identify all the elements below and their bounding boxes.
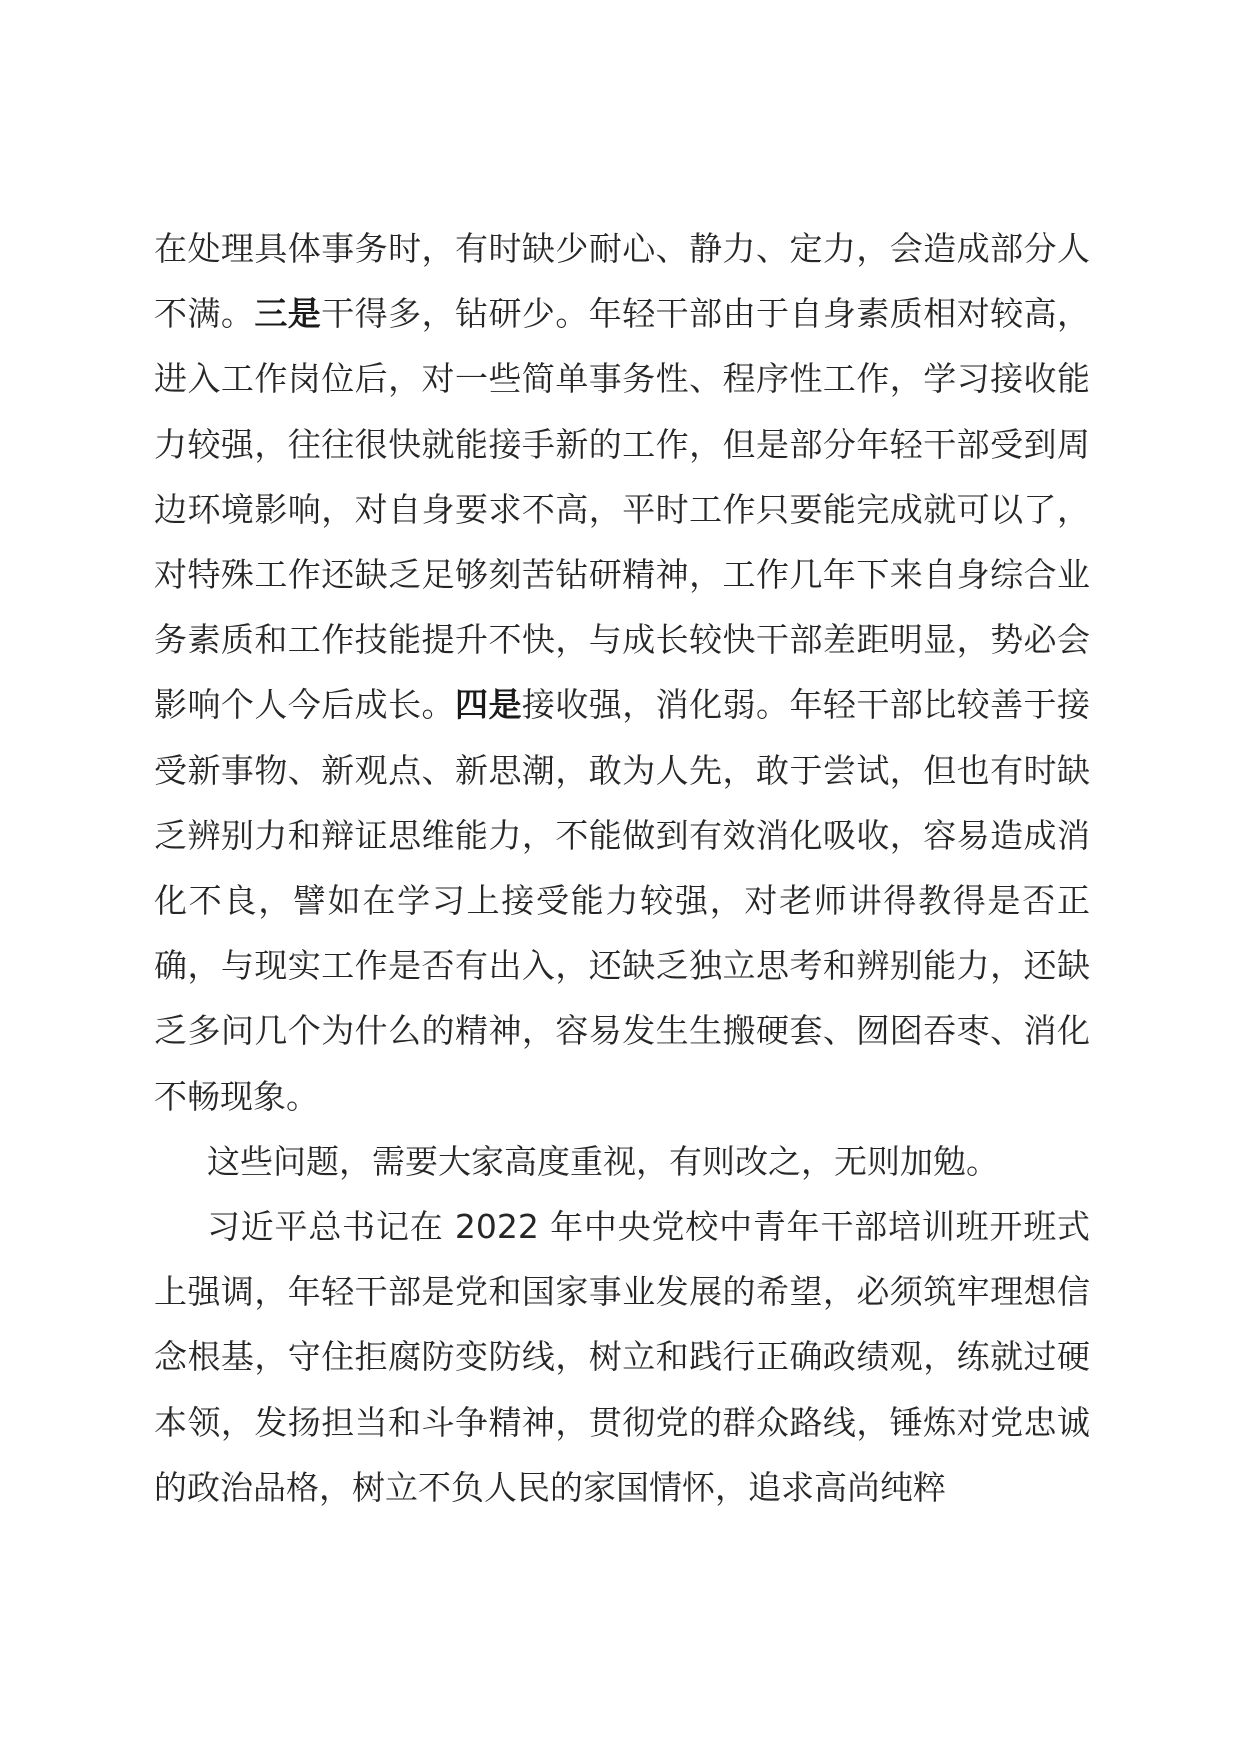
bold-lead-phrase: 四是: [455, 685, 522, 725]
paragraph-3: [154, 1194, 1090, 1520]
paragraph-2: [154, 1129, 1090, 1194]
paragraph-text: 习近平总书记在 2022 年中央党校中青年干部培训班开班式上强调，年轻干部是党和国家事业发展的希望，必须筑牢理想信念根基，守住拒腐防变防线，树立和践行正确政绩观，练就过硬本领，发扬担当和斗争精神，贯彻党的群众路线，锤炼对党忠诚的政治品格，树立不负人民的家国情怀，追求高尚纯粹: [154, 1207, 1090, 1507]
paragraph-text: 在处理具体事务时，有时缺少耐心、静力、定力，会造成部分人不满。: [154, 229, 1090, 334]
paragraph-text: 干得多，钻研少。年轻干部由于自身素质相对较高，进入工作岗位后，对一些简单事务性、程序性工作，学习接收能力较强，往往很快就能接手新的工作，但是部分年轻干部受到周边环境影响，对自身要求不高，平时工作只要能完成就可以了，对特殊工作还缺乏足够刻苦钻研精神，工作几年下来自身综合业务素质和工作技能提升不快，与成长较快干部差距明显，势必会影响个人今后成长。: [154, 294, 1091, 725]
paragraph-text: 接收强，消化弱。年轻干部比较善于接受新事物、新观点、新思潮，敢为人先，敢于尝试，但也有时缺乏辨别力和辩证思维能力，不能做到有效消化吸收，容易造成消化不良，譬如在学习上接受能力较强，对老师讲得教得是否正确，与现实工作是否有出入，还缺乏独立思考和辨别能力，还缺乏多问几个为什么的精神，容易发生生搬硬套、囫囵吞枣、消化不畅现象。: [154, 685, 1091, 1116]
paragraph-1: [154, 216, 1090, 1129]
paragraph-text: 这些问题，需要大家高度重视，有则改之，无则加勉。: [207, 1141, 999, 1181]
body-text: [154, 216, 1090, 1520]
bold-lead-phrase: 三是: [254, 294, 322, 334]
